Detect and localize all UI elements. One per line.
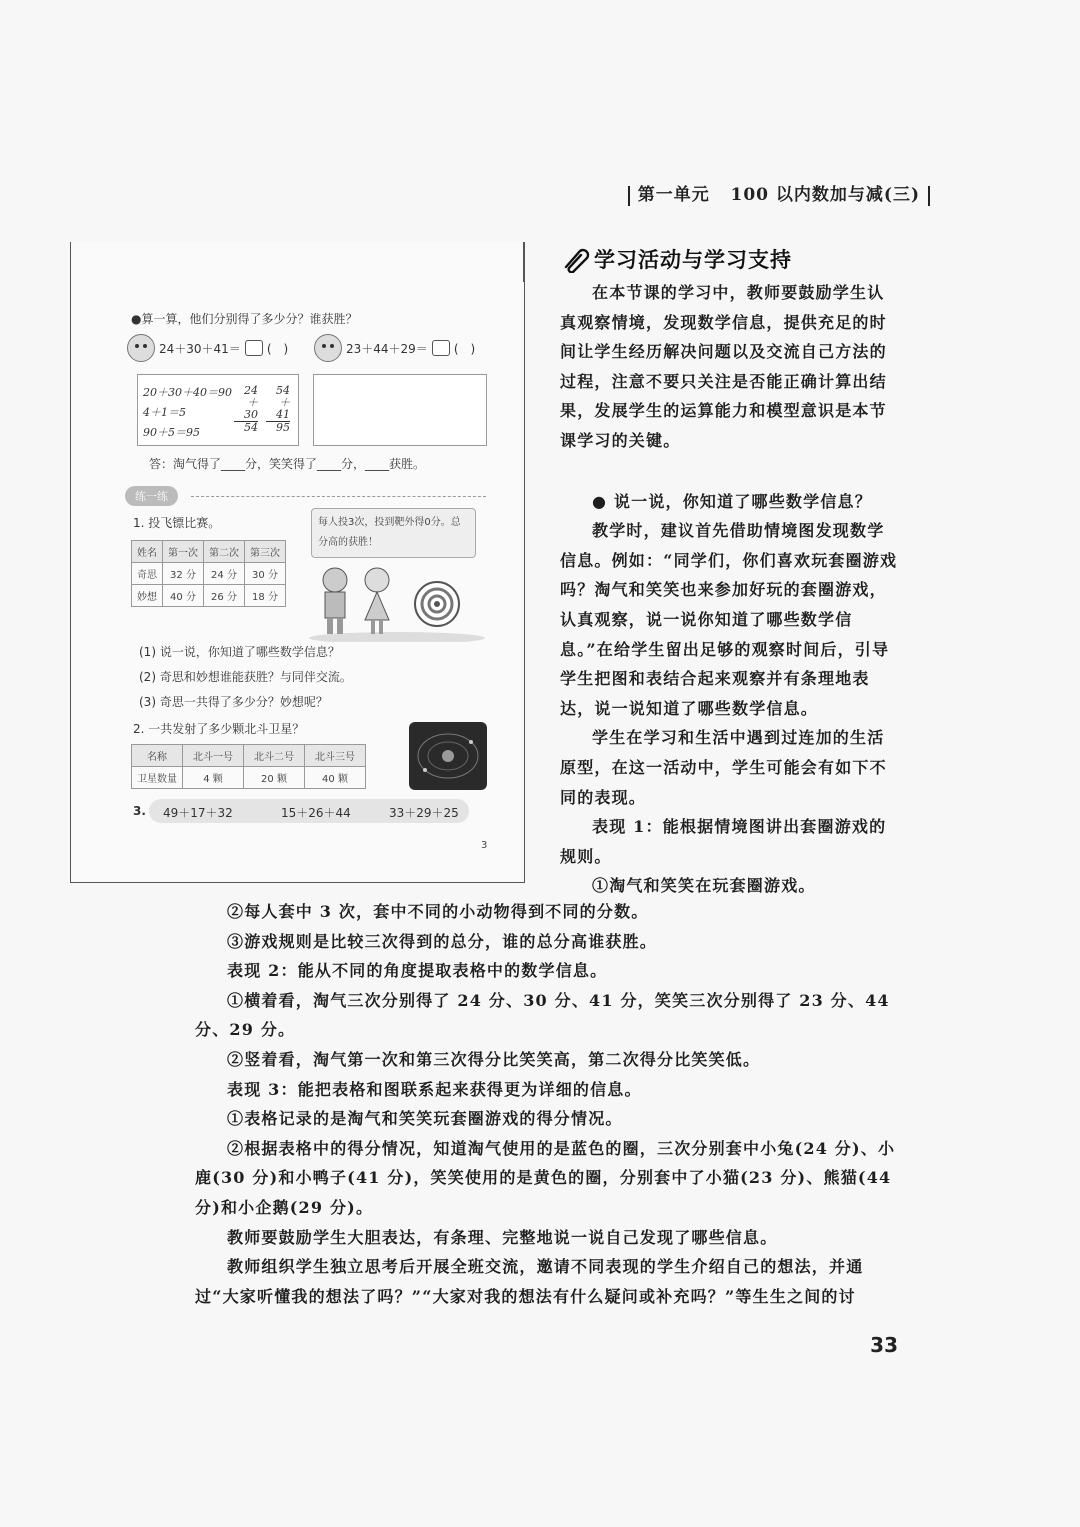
sub-question: (3) 奇思一共得了多少分？妙想呢？ — [139, 695, 328, 709]
work-line: 4＋1＝5 — [143, 406, 186, 419]
header-unit: 第一单元 — [637, 185, 710, 205]
paragraph: 表现 3：能把表格和图联系起来获得更为详细的信息。 — [227, 1079, 642, 1099]
table-cell: 26 分 — [204, 585, 245, 607]
work-box-right — [313, 374, 487, 446]
answer-box — [245, 340, 263, 356]
table-cell: 妙想 — [132, 585, 163, 607]
header-divider — [628, 186, 630, 206]
paragraph: ①淘气和笑笑在玩套圈游戏。 — [592, 876, 816, 896]
satellite-table — [131, 744, 366, 789]
table-header: 第三次 — [245, 541, 286, 563]
satellite-photo — [409, 722, 487, 790]
paragraph: ②竖着看，淘气第一次和第三次得分比笑笑高，第二次得分比笑笑低。 — [227, 1049, 761, 1069]
header-divider — [928, 186, 930, 206]
question-title: ●算一算，他们分别得了多少分？谁获胜？ — [131, 312, 358, 326]
section-heading — [560, 244, 792, 274]
vertical-calc: 95 — [276, 421, 290, 434]
table-header: 名称 — [132, 745, 183, 767]
vertical-calc: ＋41 — [266, 397, 290, 422]
vertical-calc: 24 — [244, 384, 258, 397]
kids-dartboard-illustration — [307, 560, 487, 642]
paragraph: ②每人套中 3 次，套中不同的小动物得到不同的分数。 — [227, 902, 649, 921]
page-number: 33 — [870, 1333, 898, 1357]
paragraph: ③游戏规则是比较三次得到的总分，谁的总分高谁获胜。 — [227, 931, 658, 951]
table-cell: 40 颗 — [305, 767, 366, 789]
expression-text: 24＋30＋41＝ — [159, 341, 241, 356]
paragraph: 学生在学习和生活中遇到过连加的生活原型，在这一活动中，学生可能会有如下不同的表现。 — [560, 728, 887, 807]
running-header — [620, 180, 938, 206]
expression-text: 23＋44＋29＝ — [346, 341, 428, 356]
page-border-right — [523, 242, 524, 282]
paragraph: 教学时，建议首先借助情境图发现数学信息。例如：“同学们，你们喜欢玩套圈游戏吗？淘气和笑笑也来参加好玩的套圈游戏，认真观察，说一说你知道了哪些数学信息。”在给学生留出足够的观察时间后，引导学生把图和表结合起来观察并有条理地表达，说一说知道了哪些数学信息。 — [560, 521, 898, 718]
paren: ( ) — [453, 341, 476, 356]
paragraph: 表现 1：能根据情境图讲出套圈游戏的规则。 — [560, 817, 887, 866]
paren: ( ) — [266, 341, 289, 356]
problem-1-title: 1. 投飞镖比赛。 — [133, 516, 221, 530]
paragraph: 表现 2：能从不同的角度提取表格中的数学信息。 — [227, 961, 608, 981]
right-column-text — [560, 278, 900, 901]
answer-line: 答：淘气得了____分，笑笑得了____分，____获胜。 — [149, 457, 426, 471]
header-topic: 100 以内数加与减(三) — [730, 185, 920, 205]
vertical-calc: ＋30 — [234, 397, 258, 422]
table-header: 北斗二号 — [244, 745, 305, 767]
table-cell: 20 颗 — [244, 767, 305, 789]
table-header: 第二次 — [204, 541, 245, 563]
child-expression-2 — [314, 334, 475, 362]
table-header: 北斗三号 — [305, 745, 366, 767]
child-face-icon — [314, 334, 342, 362]
paperclip-icon — [560, 245, 590, 273]
paragraph: ①表格记录的是淘气和笑笑玩套圈游戏的得分情况。 — [227, 1109, 623, 1129]
problem-2-title: 2. 一共发射了多少颗北斗卫星？ — [133, 722, 305, 736]
work-line: 20＋30＋40＝90 — [143, 386, 232, 399]
table-cell: 40 分 — [163, 585, 204, 607]
speech-bubble: 每人投3次，投到靶外得0分。总分高的获胜！ — [311, 508, 476, 558]
table-header: 北斗一号 — [183, 745, 244, 767]
practice-tag: 练一练 — [125, 486, 178, 506]
paragraph: 教师组织学生独立思考后开展全班交流，邀请不同表现的学生介绍自己的想法，并通过“大家听懂我的想法了吗？”“大家对我的想法有什么疑问或补充吗？”等生生之间的讨 — [195, 1257, 864, 1306]
work-line: 90＋5＝95 — [143, 426, 200, 439]
table-cell: 24 分 — [204, 563, 245, 585]
full-width-text — [195, 897, 901, 1311]
sub-question: (2) 奇思和妙想谁能获胜？与同伴交流。 — [139, 670, 352, 684]
table-header: 第一次 — [163, 541, 204, 563]
table-cell: 卫星数量 — [132, 767, 183, 789]
section-title: 学习活动与学习支持 — [594, 247, 792, 272]
table-header: 姓名 — [132, 541, 163, 563]
paragraph: 教师要鼓励学生大胆表达，有条理、完整地说一说自己发现了哪些信息。 — [227, 1227, 778, 1247]
answer-box — [432, 340, 450, 356]
child-expression-1 — [127, 334, 288, 362]
score-table — [131, 540, 286, 607]
section-divider — [191, 496, 486, 497]
paragraph: ②根据表格中的得分情况，知道淘气使用的是蓝色的圈，三次分别套中小兔(24 分)、小鹿(30 分)和小鸭子(41 分)，笑笑使用的是黄色的圈，分别套中了小猫(23 分)、熊猫(44 分)和小企鹅(29 分)。 — [195, 1138, 896, 1217]
embedded-textbook-page — [70, 242, 525, 883]
table-cell: 30 分 — [245, 563, 286, 585]
table-cell: 18 分 — [245, 585, 286, 607]
table-cell: 4 颗 — [183, 767, 244, 789]
work-box-left — [137, 374, 299, 446]
vertical-calc: 54 — [244, 421, 258, 434]
paragraph: 在本节课的学习中，教师要鼓励学生认真观察情境，发现数学信息，提供充足的时间让学生经历解决问题以及交流自己方法的过程，注意不要只关注是否能正确计算出结果，发展学生的运算能力和模型意识是本节课学习的关键。 — [560, 283, 887, 450]
problem-3-label: 3. — [133, 804, 146, 818]
problem-3-expr: 33＋29＋25 — [389, 806, 459, 820]
table-cell: 32 分 — [163, 563, 204, 585]
paragraph: ①横着看，淘气三次分别得了 24 分、30 分、41 分，笑笑三次分别得了 23 分、44 分、29 分。 — [195, 990, 890, 1040]
sub-question: (1) 说一说，你知道了哪些数学信息？ — [139, 645, 340, 659]
table-cell: 奇思 — [132, 563, 163, 585]
embedded-page-number: 3 — [481, 840, 488, 851]
vertical-calc: 54 — [276, 384, 290, 397]
sub-questions — [139, 640, 352, 715]
problem-3-expr: 15＋26＋44 — [281, 806, 351, 820]
problem-3-expr: 49＋17＋32 — [163, 806, 233, 820]
paragraph-heading: ● 说一说，你知道了哪些数学信息？ — [592, 491, 872, 511]
child-face-icon — [127, 334, 155, 362]
